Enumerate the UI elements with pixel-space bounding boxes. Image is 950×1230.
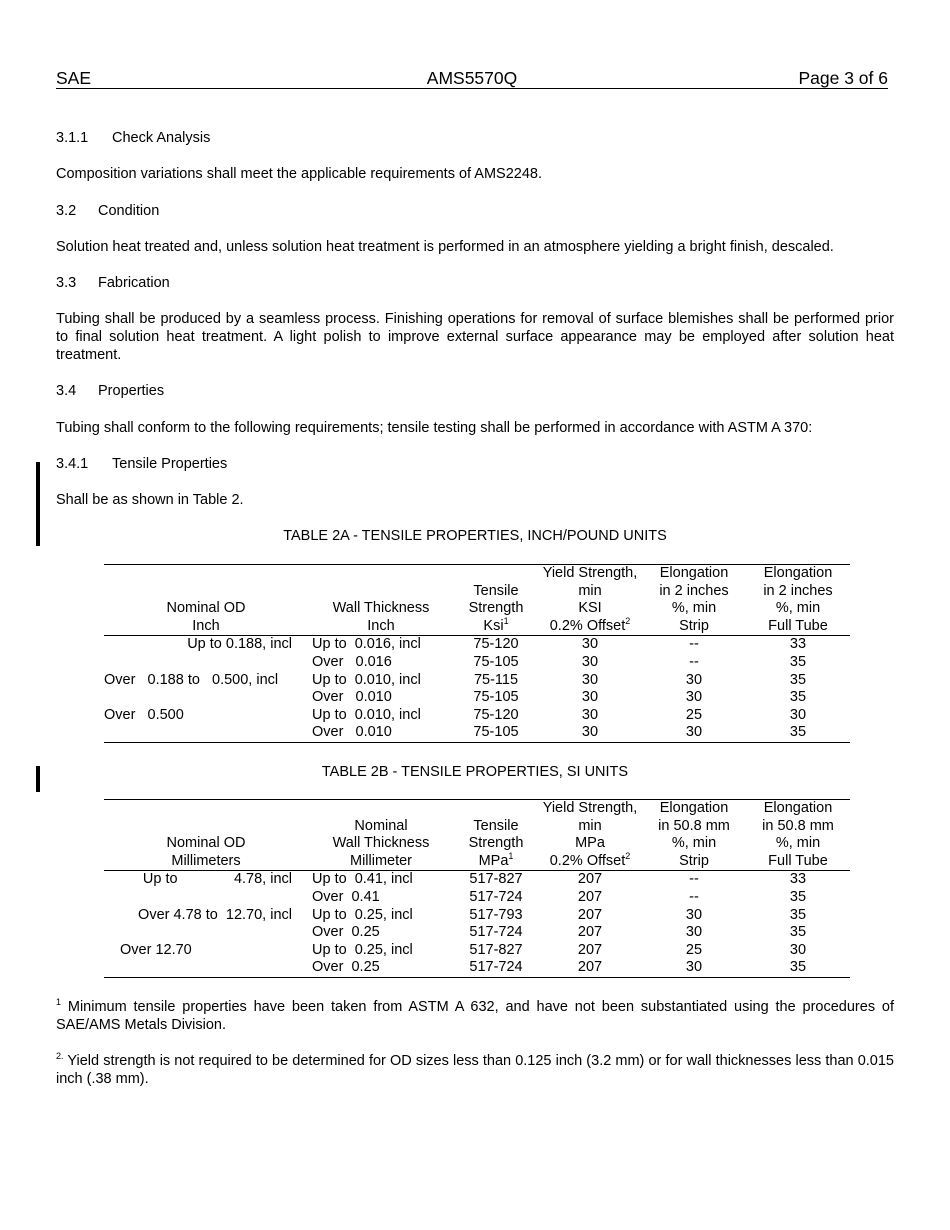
cell-elong-strip: 25 [685, 706, 703, 723]
table-row [104, 942, 850, 960]
cell-tensile: 75-120 [473, 636, 519, 653]
table-2b [104, 799, 850, 978]
cell-elong-strip: 30 [685, 671, 703, 688]
header-line: in 50.8 mm [762, 817, 834, 834]
header-line: Strength [468, 835, 524, 852]
header-line: Elongation [763, 800, 833, 816]
header-doc-number: AMS5570Q [426, 68, 518, 88]
header-line: in 2 inches [659, 582, 729, 599]
cell-elong-strip: 30 [685, 689, 703, 706]
cell-yield: 207 [577, 941, 603, 958]
cell-elong-tube: 35 [746, 959, 850, 977]
cell-yield: 30 [581, 706, 599, 723]
cell-elong-tube: 35 [746, 724, 850, 742]
cell-tensile: 517-724 [469, 888, 523, 905]
cell-yield: 30 [581, 689, 599, 706]
header-text: 0.2% Offset [549, 617, 626, 634]
cell-wall: Up to 0.25, incl [312, 906, 413, 923]
cell-elong-tube: 30 [789, 706, 807, 723]
header-line: %, min [671, 600, 717, 617]
cell-tensile: 517-793 [469, 906, 523, 923]
col-header-elongation-strip [642, 800, 746, 871]
table-row [104, 707, 850, 725]
footnote-2 [56, 1052, 894, 1088]
header-line: Tensile [473, 817, 519, 834]
col-header-tensile-strength [454, 565, 538, 636]
cell-od [104, 889, 308, 907]
cell-tensile: 517-724 [469, 924, 523, 941]
cell-od: Up to 0.188, incl [187, 636, 292, 653]
section-title: Condition [98, 203, 160, 219]
table-2a [104, 564, 850, 743]
cell-elong-tube: 35 [789, 906, 807, 923]
cell-tensile: 75-115 [473, 671, 519, 688]
col-header-wall-thickness [308, 565, 454, 636]
cell-yield: 207 [577, 888, 603, 905]
cell-od: Over 12.70 [120, 941, 192, 958]
table-header-row [104, 800, 850, 871]
cell-elong-tube: 35 [789, 888, 807, 905]
table-row [104, 654, 850, 672]
header-line [538, 615, 642, 636]
table-row [104, 871, 850, 889]
header-line: KSI [578, 600, 602, 617]
header-line: Nominal OD [166, 600, 246, 617]
header-line: min [578, 817, 602, 834]
section-3-2-heading [56, 202, 894, 220]
cell-elong-strip: 30 [685, 924, 703, 941]
section-3-1-1-heading [56, 129, 894, 147]
table-2a-title: TABLE 2A - TENSILE PROPERTIES, INCH/POUND UNITS [283, 528, 667, 544]
cell-elong-strip: -- [689, 636, 699, 653]
header-line: Yield Strength, [542, 800, 638, 816]
cell-tensile: 75-105 [454, 724, 538, 742]
cell-wall: Up to 0.016, incl [312, 636, 421, 653]
header-line: Full Tube [768, 852, 828, 869]
section-title: Fabrication [98, 275, 170, 291]
cell-elong-tube: 35 [789, 671, 807, 688]
table-row [104, 889, 850, 907]
section-title: Check Analysis [112, 130, 211, 146]
col-header-yield-strength [538, 800, 642, 871]
cell-yield: 207 [538, 959, 642, 977]
cell-elong-tube: 33 [789, 636, 807, 653]
section-3-1-1-body: Composition variations shall meet the applicable requirements of AMS2248. [56, 166, 543, 182]
cell-yield: 30 [581, 671, 599, 688]
cell-od: Over 0.500 [104, 706, 184, 723]
col-header-tensile-strength [454, 800, 538, 871]
col-header-elongation-full-tube [746, 565, 850, 636]
table-row [104, 672, 850, 690]
cell-elong-strip: 25 [685, 941, 703, 958]
cell-tensile: 517-827 [469, 871, 523, 888]
col-header-nominal-od [104, 565, 308, 636]
header-line: Full Tube [768, 617, 828, 634]
header-line: Wall Thickness [332, 600, 430, 617]
header-line: Strip [679, 617, 709, 634]
cell-elong-strip: 30 [642, 959, 746, 977]
cell-elong-strip: -- [689, 871, 699, 888]
section-number: 3.3 [56, 275, 77, 291]
cell-tensile: 517-724 [454, 959, 538, 977]
table-header-row [104, 565, 850, 636]
cell-wall: Up to 0.41, incl [312, 871, 413, 888]
cell-elong-strip: -- [689, 888, 699, 905]
header-line [454, 850, 538, 871]
header-text: Ksi [483, 617, 504, 634]
cell-elong-tube: 35 [789, 653, 807, 670]
page-header [56, 68, 888, 89]
cell-yield: 30 [538, 724, 642, 742]
cell-wall: Up to 0.010, incl [312, 671, 421, 688]
cell-wall: Over 0.25 [312, 924, 380, 941]
footnote-text: Yield strength is not required to be determined for OD sizes less than 0.125 inch (3.2 mm) or for wall thicknesses less than 0.015 inch (.38 mm). [56, 1053, 894, 1087]
header-text: 0.2% Offset [549, 852, 626, 869]
section-3-2-body: Solution heat treated and, unless solution heat treatment is performed in an atmosphere yielding a bright finish, descaled. [56, 239, 834, 255]
header-line: Elongation [763, 565, 833, 581]
header-line: Nominal OD [166, 835, 246, 852]
section-number: 3.4.1 [56, 456, 89, 472]
cell-tensile: 517-827 [469, 941, 523, 958]
header-line: in 50.8 mm [658, 817, 730, 834]
cell-elong-strip: -- [689, 653, 699, 670]
cell-od [104, 724, 308, 742]
table-2b-title: TABLE 2B - TENSILE PROPERTIES, SI UNITS [321, 764, 629, 780]
header-line: Elongation [659, 800, 729, 816]
cell-yield: 207 [577, 871, 603, 888]
header-line: Inch [192, 617, 220, 634]
header-line: Strip [679, 852, 709, 869]
table-row [104, 907, 850, 925]
cell-tensile: 75-120 [473, 706, 519, 723]
cell-elong-tube: 35 [789, 924, 807, 941]
table-row [104, 724, 850, 742]
footnote-mark: 2. [56, 1051, 64, 1061]
cell-od: Up to 4.78, incl [142, 871, 292, 888]
header-line [454, 615, 538, 636]
section-3-4-body: Tubing shall conform to the following requirements; tensile testing shall be performed in accordance with ASTM A 370: [56, 420, 813, 436]
cell-od [104, 924, 308, 942]
header-line: Strength [468, 600, 524, 617]
header-line: Inch [367, 617, 395, 634]
footnote-text: Minimum tensile properties have been taken from ASTM A 632, and have not been substantiated using the procedures of SAE/AMS Metals Division. [56, 999, 895, 1033]
cell-wall: Over 0.41 [312, 888, 380, 905]
cell-elong-tube: 35 [789, 689, 807, 706]
table-row [104, 689, 850, 707]
header-line: Tensile [473, 582, 519, 599]
header-line: %, min [775, 600, 821, 617]
col-header-nominal-od [104, 800, 308, 871]
footnote-mark: 1 [56, 997, 62, 1007]
cell-wall: Over 0.010 [312, 689, 392, 706]
header-line: Millimeter [349, 852, 413, 869]
header-line: in 2 inches [763, 582, 833, 599]
section-3-3-body: Tubing shall be produced by a seamless process. Finishing operations for removal of surface blemishes shall be performed prior to final solution heat treatment. A light polish to improve external surface appearance may be employed after solution heat treatment. [56, 311, 894, 363]
section-number: 3.2 [56, 203, 77, 219]
footnote-ref: 2 [625, 850, 631, 861]
header-line [538, 850, 642, 871]
cell-elong-tube: 30 [789, 941, 807, 958]
section-number: 3.4 [56, 383, 77, 399]
cell-elong-strip: 30 [642, 724, 746, 742]
footnote-1 [56, 998, 894, 1034]
header-org: SAE [56, 68, 92, 88]
cell-od [104, 689, 308, 707]
header-line: Wall Thickness [332, 835, 430, 852]
section-3-4-1-body: Shall be as shown in Table 2. [56, 492, 244, 508]
section-number: 3.1.1 [56, 130, 89, 146]
cell-yield: 30 [581, 636, 599, 653]
col-header-elongation-full-tube [746, 800, 850, 871]
cell-tensile: 75-105 [473, 689, 519, 706]
footnote-ref: 1 [503, 615, 509, 626]
header-line: Millimeters [171, 852, 241, 869]
cell-wall: Up to 0.010, incl [312, 706, 421, 723]
footnote-ref: 1 [508, 850, 514, 861]
header-line: MPa [575, 835, 605, 852]
cell-elong-strip: 30 [685, 906, 703, 923]
col-header-elongation-strip [642, 565, 746, 636]
cell-od [104, 654, 308, 672]
cell-elong-tube: 33 [789, 871, 807, 888]
col-header-yield-strength [538, 565, 642, 636]
header-line: %, min [671, 835, 717, 852]
header-text: MPa [478, 852, 509, 869]
cell-yield: 30 [581, 653, 599, 670]
cell-tensile: 75-105 [473, 653, 519, 670]
table-row [104, 924, 850, 942]
col-header-wall-thickness [308, 800, 454, 871]
cell-wall: Over 0.016 [312, 653, 392, 670]
table-row [104, 959, 850, 977]
cell-od: Over 0.188 to 0.500, incl [104, 671, 279, 688]
section-title: Properties [98, 383, 165, 399]
header-line: Nominal [354, 817, 408, 834]
cell-yield: 207 [577, 906, 603, 923]
cell-wall: Over 0.25 [308, 959, 454, 977]
cell-wall: Over 0.010 [308, 724, 454, 742]
cell-od: Over 4.78 to 12.70, incl [138, 906, 292, 923]
section-title: Tensile Properties [112, 456, 228, 472]
header-page-number: Page 3 of 6 [798, 68, 888, 88]
section-3-4-heading [56, 382, 894, 400]
cell-yield: 207 [577, 924, 603, 941]
table-row [104, 636, 850, 654]
cell-od [104, 959, 308, 977]
cell-wall: Up to 0.25, incl [312, 941, 413, 958]
section-3-4-1-heading [56, 455, 894, 473]
header-line: Yield Strength, [542, 565, 638, 581]
header-line: min [578, 582, 602, 599]
header-line: %, min [775, 835, 821, 852]
header-line: Elongation [659, 565, 729, 581]
footnote-ref: 2 [625, 615, 631, 626]
section-3-3-heading [56, 274, 894, 292]
